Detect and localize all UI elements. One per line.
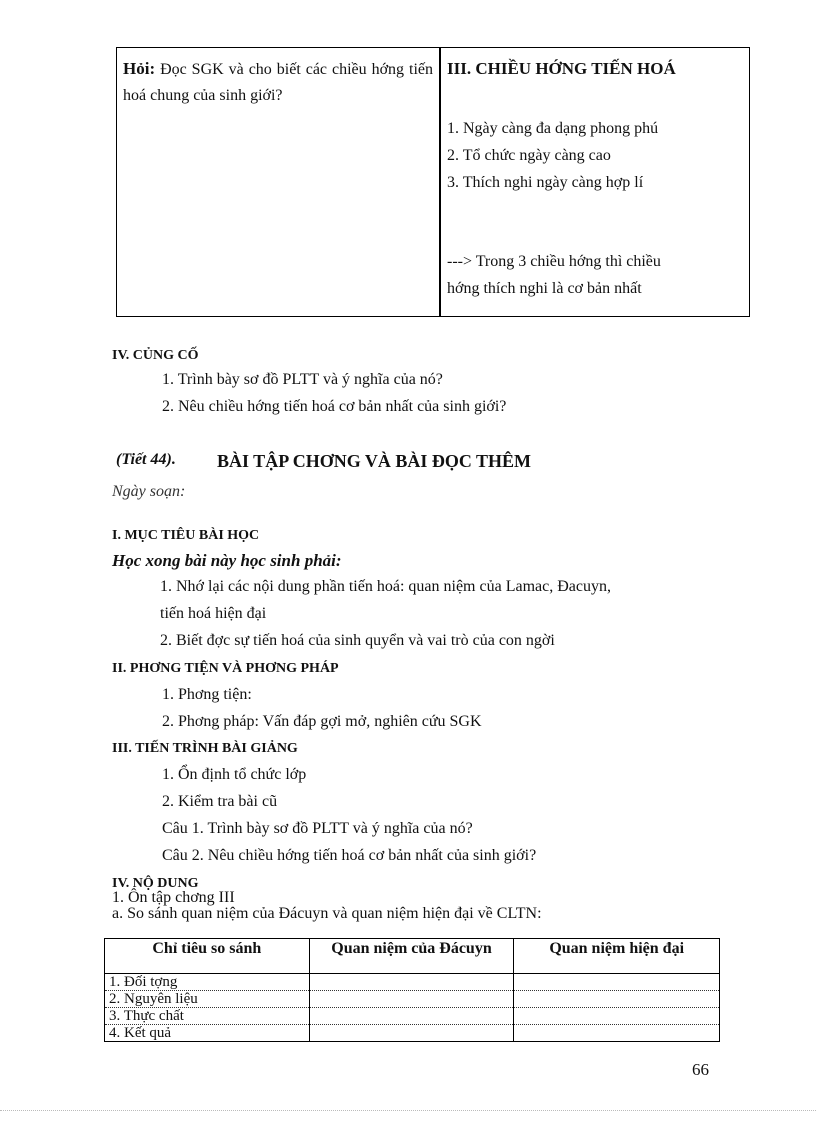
section-2-heading: II. PHƠNG TIỆN VÀ PHƠNG PHÁP bbox=[112, 661, 339, 676]
section-4-heading: IV. NỘ DUNG bbox=[112, 876, 199, 891]
date-label: Ngày soạn: bbox=[112, 483, 186, 500]
table-cell: 4. Kết quả bbox=[105, 1025, 310, 1042]
cung-co-item: 2. Nêu chiều hớng tiến hoá cơ bản nhất của sinh giới? bbox=[162, 398, 507, 415]
table-header: Quan niệm hiện đại bbox=[514, 939, 720, 974]
answer-cell bbox=[447, 56, 743, 297]
section-3-item: Câu 1. Trình bày sơ đồ PLTT và ý nghĩa của nó? bbox=[162, 820, 473, 837]
section-3-item: Câu 2. Nêu chiều hớng tiến hoá cơ bản nhất của sinh giới? bbox=[162, 847, 537, 864]
question-text: Đọc SGK và cho biết các chiều hớng tiến hoá chung của sinh giới? bbox=[123, 61, 433, 104]
section-1-item: 1. Nhớ lại các nội dung phần tiến hoá: quan niệm của Lamac, Đacuyn, bbox=[160, 578, 611, 595]
table-header: Chỉ tiêu so sánh bbox=[105, 939, 310, 974]
column-divider bbox=[439, 48, 441, 316]
page-number: 66 bbox=[692, 1060, 709, 1079]
table-cell bbox=[309, 1008, 514, 1025]
table-cell: 2. Nguyên liệu bbox=[105, 991, 310, 1008]
answer-item: 1. Ngày càng đa dạng phong phú bbox=[447, 120, 659, 137]
table-row bbox=[105, 991, 720, 1008]
table-cell bbox=[514, 1025, 720, 1042]
table-header: Quan niệm của Đácuyn bbox=[309, 939, 514, 974]
lesson-period: (Tiết 44). bbox=[116, 451, 176, 468]
section-1-item: 2. Biết đợc sự tiến hoá của sinh quyển và vai trò của con ngời bbox=[160, 632, 555, 649]
top-table bbox=[116, 47, 750, 317]
section-1-subheading: Học xong bài này học sinh phải: bbox=[112, 551, 342, 570]
table-row bbox=[105, 1008, 720, 1025]
section-4-line: a. So sánh quan niệm của Đácuyn và quan niệm hiện đại về CLTN: bbox=[112, 905, 542, 922]
table-cell bbox=[309, 1025, 514, 1042]
page-bottom-divider bbox=[0, 1110, 816, 1111]
answer-item: 2. Tổ chức ngày càng cao bbox=[447, 147, 611, 164]
table-cell bbox=[514, 1008, 720, 1025]
section-3-heading: III. TIẾN TRÌNH BÀI GIẢNG bbox=[112, 741, 298, 756]
cung-co-item: 1. Trình bày sơ đồ PLTT và ý nghĩa của nó? bbox=[162, 371, 443, 388]
answer-item: 3. Thích nghi ngày càng hợp lí bbox=[447, 174, 644, 191]
comparison-table bbox=[104, 938, 720, 1042]
cung-co-heading: IV. CỦNG CỐ bbox=[112, 348, 199, 363]
table-cell bbox=[514, 991, 720, 1008]
section-3-item: 1. Ổn định tổ chức lớp bbox=[162, 766, 307, 783]
table-row bbox=[105, 974, 720, 991]
table-cell: 3. Thực chất bbox=[105, 1008, 310, 1025]
table-cell bbox=[514, 974, 720, 991]
question-cell bbox=[123, 56, 433, 109]
answer-heading: III. CHIỀU HỚNG TIẾN HOÁ bbox=[447, 59, 676, 78]
table-cell bbox=[309, 974, 514, 991]
section-2-item: 1. Phơng tiện: bbox=[162, 686, 252, 703]
question-label: Hỏi: bbox=[123, 59, 156, 78]
section-2-item: 2. Phơng pháp: Vấn đáp gợi mở, nghiên cứu SGK bbox=[162, 713, 482, 730]
table-row bbox=[105, 1025, 720, 1042]
answer-conclusion-line-1: ---> Trong 3 chiều hớng thì chiều bbox=[447, 253, 661, 270]
answer-conclusion-line-2: hớng thích nghi là cơ bản nhất bbox=[447, 280, 642, 297]
table-cell: 1. Đối tợng bbox=[105, 974, 310, 991]
section-1-heading: I. MỤC TIÊU BÀI HỌC bbox=[112, 528, 260, 543]
table-cell bbox=[309, 991, 514, 1008]
section-1-item-cont: tiến hoá hiện đại bbox=[160, 605, 267, 622]
section-3-item: 2. Kiểm tra bài cũ bbox=[162, 793, 278, 810]
table-header-row bbox=[105, 939, 720, 974]
section-4-line: 1. Ôn tập chơng III bbox=[112, 889, 235, 906]
lesson-title: BÀI TẬP CHƠNG VÀ BÀI ĐỌC THÊM bbox=[217, 451, 532, 471]
